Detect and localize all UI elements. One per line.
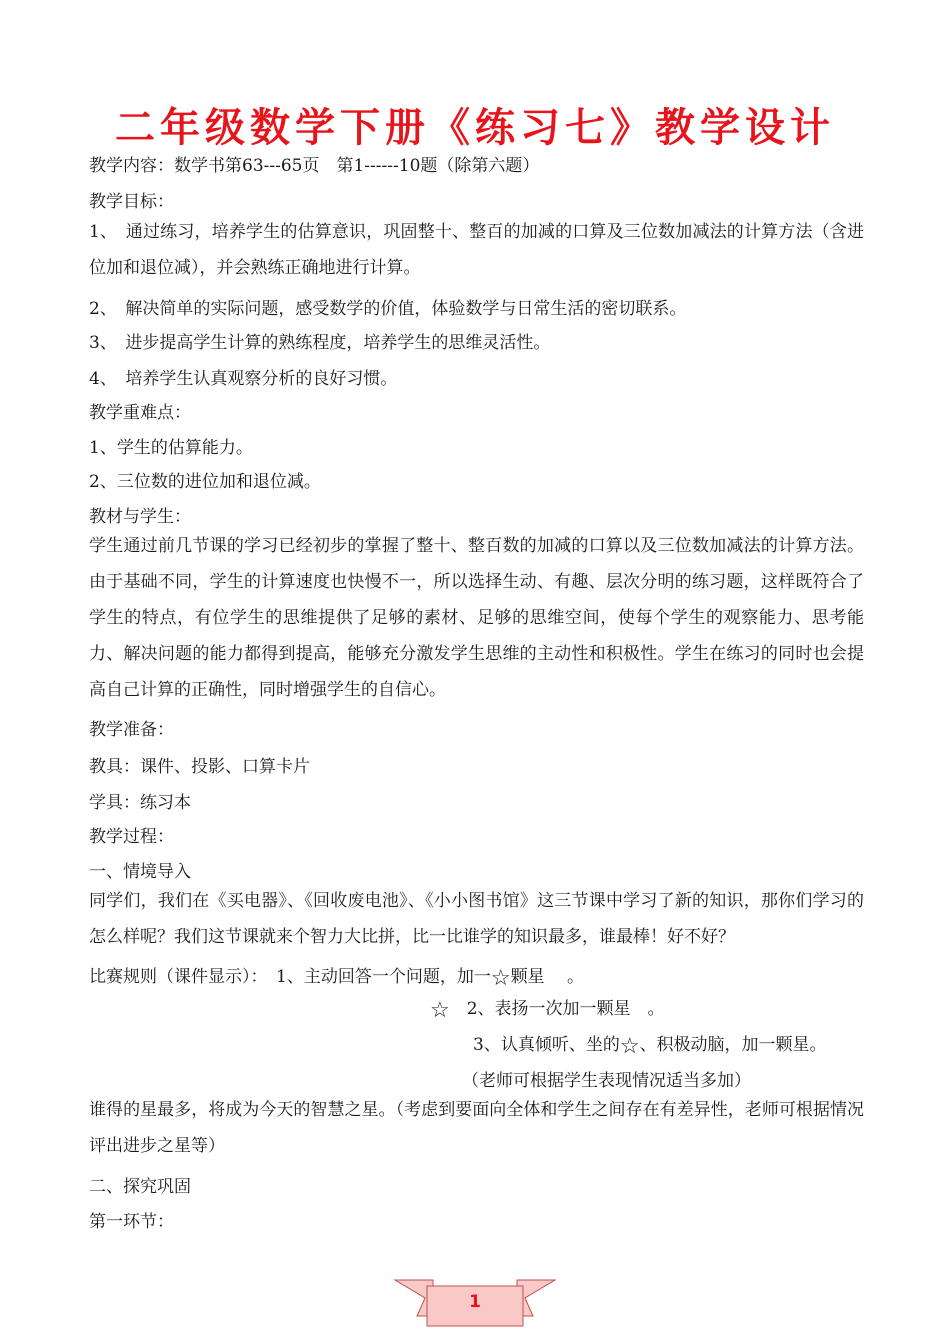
key-point: 2、三位数的进位加和退位减。 <box>89 472 321 492</box>
key-point: 1、学生的估算能力。 <box>89 438 253 458</box>
conclusion-paragraph: 谁得的星最多，将成为今天的智慧之星。（考虑到要面向全体和学生之间存在有差异性，老师可根据情况评出进步之星等） <box>89 1100 864 1156</box>
prep-heading: 教学准备： <box>89 720 174 740</box>
star-outline-icon: ☆ <box>430 998 450 1023</box>
rules-line-3 <box>473 1030 827 1058</box>
goal-item: 1、 通过练习，培养学生的估算意识，巩固整十、整百的加减的口算及三位数加减法的计算方法（含进位加和退位减），并会熟练正确地进行计算。 <box>89 222 864 278</box>
document-title: 二年级数学下册《练习七》教学设计 <box>115 105 835 151</box>
star-outline-icon: ☆ <box>490 966 511 991</box>
goal-item: 2、 解决简单的实际问题，感受数学的价值，体验数学与日常生活的密切联系。 <box>89 299 687 319</box>
page-number: 1 <box>469 1292 481 1312</box>
goal-item: 4、 培养学生认真观察分析的良好习惯。 <box>89 369 398 389</box>
rule1-end: 颗星 。 <box>510 967 584 987</box>
teacher-tools: 教具：课件、投影、口算卡片 <box>89 757 310 777</box>
materials-heading: 教材与学生： <box>89 507 191 527</box>
section1-heading: 一、情境导入 <box>89 862 191 882</box>
rules-note: （老师可根据学生表现情况适当多加） <box>462 1071 751 1091</box>
goal-item: 3、 进步提高学生计算的熟练程度，培养学生的思维灵活性。 <box>89 333 551 353</box>
key-heading: 教学重难点： <box>89 403 191 423</box>
teaching-content: 教学内容：数学书第63---65页 第1------10题（除第六题） <box>89 156 540 176</box>
goals-heading: 教学目标： <box>89 192 174 212</box>
rule3-start: 3、认真倾听、坐的 <box>473 1035 620 1055</box>
process-heading: 教学过程： <box>89 827 174 847</box>
star-outline-icon: ☆ <box>619 1034 640 1059</box>
subsection-heading: 第一环节： <box>89 1212 174 1232</box>
rules-line-2 <box>430 994 665 1022</box>
rules-line-1 <box>89 962 584 990</box>
section2-heading: 二、探究巩固 <box>89 1177 191 1197</box>
page-number-ribbon <box>393 1276 557 1338</box>
rule2: 2、表扬一次加一颗星 。 <box>466 999 665 1019</box>
intro-paragraph: 同学们，我们在《买电器》、《回收废电池》、《小小图书馆》这三节课中学习了新的知识，那你们学习的怎么样呢？我们这节课就来个智力大比拼，比一比谁学的知识最多，谁最棒！好不好？ <box>89 891 864 947</box>
materials-paragraph: 学生通过前几节课的学习已经初步的掌握了整十、整百数的加减的口算以及三位数加减法的计算方法。由于基础不同，学生的计算速度也快慢不一，所以选择生动、有趣、层次分明的练习题，这样既符合了学生的特点，有位学生的思维提供了足够的素材、足够的思维空间，使每个学生的观察能力、思考能力、解决问题的能力都得到提高，能够充分激发学生思维的主动性和积极性。学生在练习的同时也会提高自己计算的正确性，同时增强学生的自信心。 <box>89 536 864 700</box>
rules-prefix: 比赛规则（课件显示）： 1、主动回答一个问题，加一 <box>89 967 491 987</box>
rule3-end: 、积极动脑，加一颗星。 <box>639 1035 827 1055</box>
student-tools: 学具：练习本 <box>89 793 191 813</box>
